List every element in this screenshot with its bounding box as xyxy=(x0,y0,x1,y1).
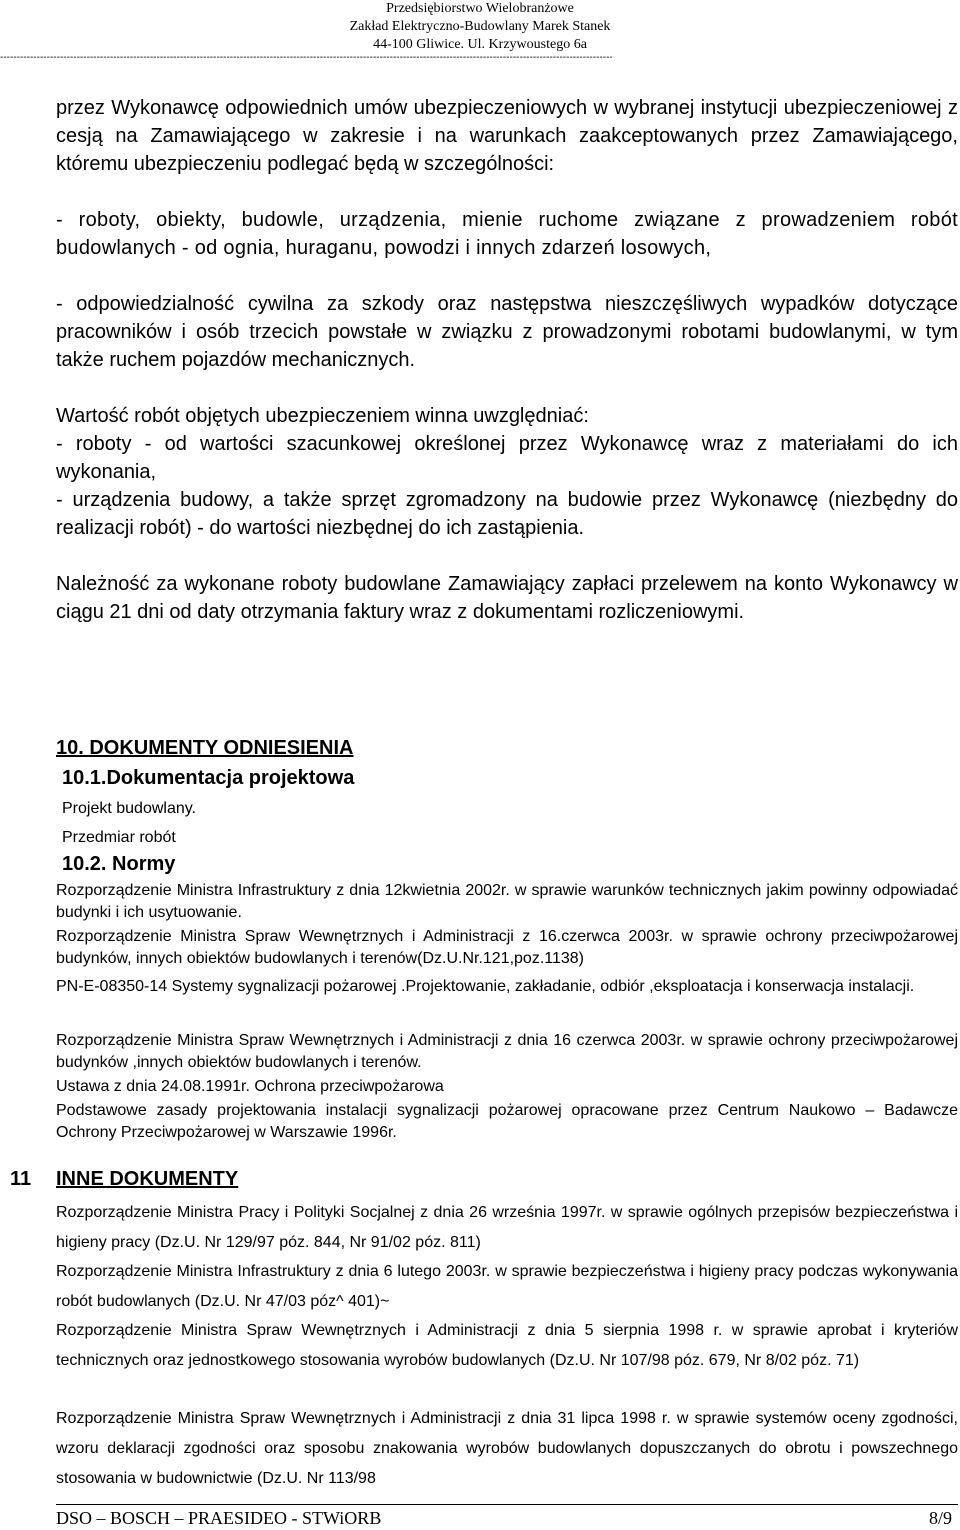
company-subtitle: Zakład Elektryczno-Budowlany Marek Stanek xyxy=(349,19,611,34)
norm-item: Podstawowe zasady projektowania instalacji sygnalizacji pożarowej opracowane przez Centrum Naukowo – Badawcze Ochrony Przeciwpożarowej w Warszawie 1996r. xyxy=(56,1102,958,1141)
payment-paragraph: Należność za wykonane roboty budowlane Zamawiający zapłaci przelewem na konto Wykonawcy w ciągu 21 dni od daty otrzymania faktury wraz z dokumentami rozliczeniowymi. xyxy=(56,573,958,623)
section-10-2-heading: 10.2. Normy xyxy=(62,853,176,875)
insured-value-equipment: - urządzenia budowy, a także sprzęt zgromadzony na budowie przez Wykonawcę (niezbędny do realizacji robót) - do wartości niezbędnej do ich zastąpienia. xyxy=(56,489,958,539)
insured-value-works: - roboty - od wartości szacunkowej określonej przez Wykonawcę wraz z materiałami do ich wykonania, xyxy=(56,433,958,483)
other-document-item: Rozporządzenie Ministra Pracy i Polityki Socjalnej z dnia 26 września 1997r. w sprawie ogólnych przepisów bezpieczeństwa i higieny pracy (Dz.U. Nr 129/97 póz. 844, Nr 91/02 póz. 811) xyxy=(56,1204,958,1251)
letterhead xyxy=(0,0,960,54)
other-document-item: Rozporządzenie Ministra Spraw Wewnętrznych i Administracji z dnia 5 sierpnia 1998 r. w sprawie aprobat i kryteriów technicznych oraz jednostkowego stosowania wyrobów budowlanych (Dz.U. Nr 107/98 póz. 679, Nr 8/02 póz. 71) xyxy=(56,1322,958,1369)
design-doc-item: Przedmiar robót xyxy=(62,829,176,846)
insured-value-intro: Wartość robót objętych ubezpieczeniem winna uwzględniać: xyxy=(56,405,589,427)
section-10-1-heading: 10.1.Dokumentacja projektowa xyxy=(62,767,355,789)
footer-document-code: DSO – BOSCH – PRAESIDEO - STWiORB xyxy=(56,1508,382,1528)
company-name: Przedsiębiorstwo Wielobranżowe xyxy=(386,1,574,16)
design-doc-item: Projekt budowlany. xyxy=(62,800,196,817)
insurance-paragraph: przez Wykonawcę odpowiednich umów ubezpieczeniowych w wybranej instytucji ubezpieczeniowej z cesją na Zamawiającego w zakresie i na warunkach zaakceptowanych przez Zamawiającego, któremu ubezpieczeniu podlegać będą w szczególności: xyxy=(56,97,958,175)
norm-item: Rozporządzenie Ministra Infrastruktury z dnia 12kwietnia 2002r. w sprawie warunków technicznych jakim powinny odpowiadać budynki i ich usytuowanie. xyxy=(56,882,958,921)
other-document-item: Rozporządzenie Ministra Spraw Wewnętrznych i Administracji z dnia 31 lipca 1998 r. w sprawie systemów oceny zgodności, wzoru deklaracji zgodności oraz sposobu znakowania wyrobów budowlanych dopuszczanych do obrotu i powszechnego stosowania w budownictwie (Dz.U. Nr 113/98 xyxy=(56,1410,958,1487)
page-number: 8/9 xyxy=(928,1508,952,1528)
company-address: 44-100 Gliwice. Ul. Krzywoustego 6a xyxy=(373,37,587,52)
norm-item: PN-E-08350-14 Systemy sygnalizacji pożarowej .Projektowanie, zakładanie, odbiór ,eksploatacja i konserwacja instalacji. xyxy=(56,978,915,995)
norm-item: Ustawa z dnia 24.08.1991r. Ochrona przeciwpożarowa xyxy=(56,1078,444,1095)
footer-rule xyxy=(56,1504,958,1505)
other-document-item: Rozporządzenie Ministra Infrastruktury z dnia 6 lutego 2003r. w sprawie bezpieczeństwa i higieny pracy podczas wykonywania robót budowlanych (Dz.U. Nr 47/03 póz^ 401)~ xyxy=(56,1263,958,1310)
section-10-heading: 10. DOKUMENTY ODNIESIENIA xyxy=(56,737,354,759)
norm-item: Rozporządzenie Ministra Spraw Wewnętrznych i Administracji z 16.czerwca 2003r. w sprawie ochrony przeciwpożarowej budynków, innych obiektów budowlanych i terenów(Dz.U.Nr.121,poz.1138) xyxy=(56,928,958,967)
header-separator: ---------------------------------------------------------------------------------------------------------------------------------------------------------------------------------------- xyxy=(0,52,613,63)
section-11-number: 11 xyxy=(10,1168,32,1190)
section-11-heading: INNE DOKUMENTY xyxy=(56,1168,239,1190)
insurance-bullet-liability: - odpowiedzialność cywilna za szkody oraz następstwa nieszczęśliwych wypadków dotyczące pracowników i osób trzecich powstałe w związku z prowadzonymi robotami budowlanymi, w tym także ruchem pojazdów mechanicznych. xyxy=(56,293,958,371)
norm-item: Rozporządzenie Ministra Spraw Wewnętrznych i Administracji z dnia 16 czerwca 2003r. w sprawie ochrony przeciwpożarowej budynków ,innych obiektów budowlanych i terenów. xyxy=(56,1032,958,1071)
insurance-bullet-property: - roboty, obiekty, budowle, urządzenia, mienie ruchome związane z prowadzeniem robót budowlanych - od ognia, huraganu, powodzi i innych zdarzeń losowych, xyxy=(56,209,958,259)
